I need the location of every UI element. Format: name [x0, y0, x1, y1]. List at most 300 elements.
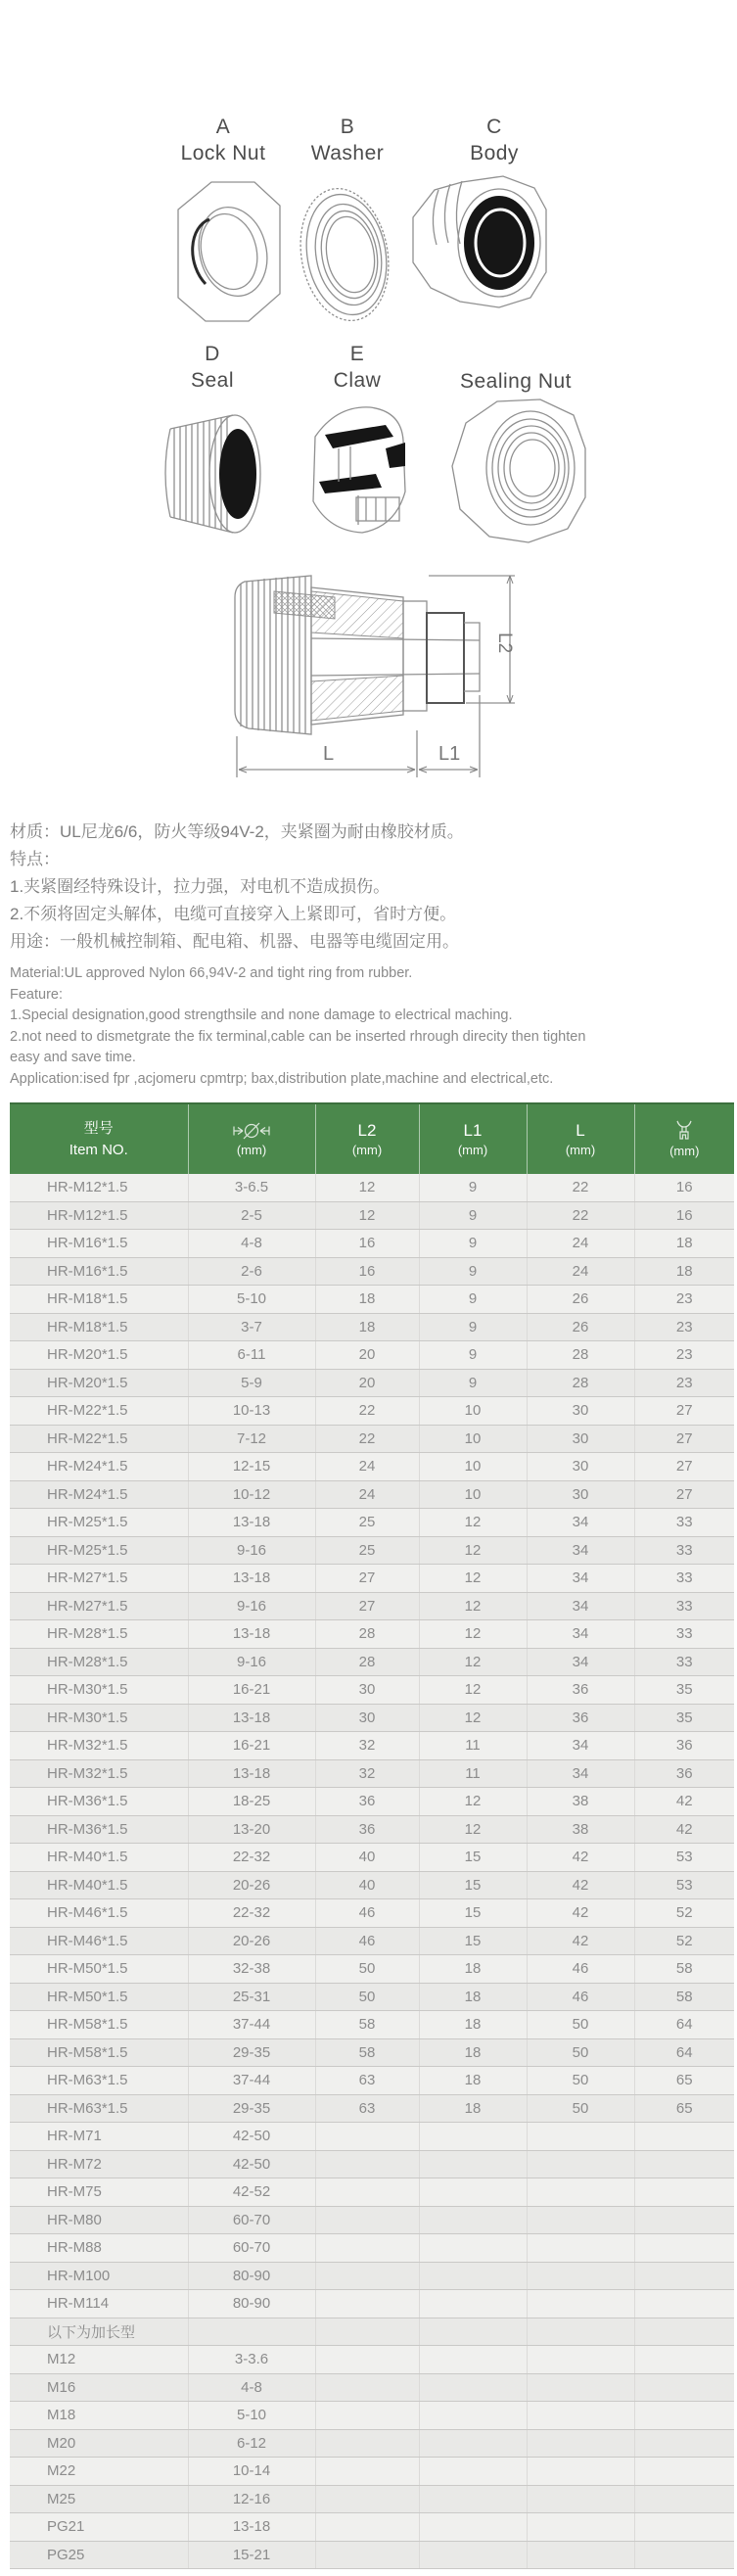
table-cell: 16 [315, 1230, 419, 1258]
table-cell: 25 [315, 1509, 419, 1537]
table-cell: 11 [419, 1732, 527, 1760]
table-cell: HR-M32*1.5 [10, 1759, 188, 1788]
table-cell: HR-M25*1.5 [10, 1509, 188, 1537]
table-cell: 29-35 [188, 2094, 315, 2123]
table-cell: 12-16 [188, 2485, 315, 2513]
table-cell [527, 2373, 634, 2402]
table-cell: 15 [419, 1844, 527, 1872]
table-cell: 18 [634, 1230, 734, 1258]
table-cell: PG21 [10, 2513, 188, 2542]
table-row [10, 1759, 734, 1788]
table-cell: 30 [315, 1676, 419, 1705]
table-cell: 9 [419, 1174, 527, 1201]
table-cell: HR-M22*1.5 [10, 1425, 188, 1453]
table-cell [527, 2541, 634, 2569]
table-cell [419, 2123, 527, 2151]
table-cell: 15 [419, 1899, 527, 1928]
table-row [10, 1676, 734, 1705]
column-header-l2: L2 (mm) [315, 1103, 419, 1174]
table-cell [527, 2150, 634, 2178]
table-cell: 15 [419, 1871, 527, 1899]
table-cell: 30 [527, 1397, 634, 1426]
table-cell: 42-50 [188, 2123, 315, 2151]
table-cell: 18 [419, 2094, 527, 2123]
table-cell [419, 2513, 527, 2542]
table-cell: 60-70 [188, 2206, 315, 2234]
table-row [10, 2346, 734, 2374]
column-header-l: L (mm) [527, 1103, 634, 1174]
table-cell: 13-18 [188, 1759, 315, 1788]
table-cell: HR-M50*1.5 [10, 1955, 188, 1984]
table-cell [315, 2485, 419, 2513]
table-cell: 27 [634, 1397, 734, 1426]
table-cell: 24 [527, 1257, 634, 1286]
table-cell [419, 2346, 527, 2374]
table-cell [419, 2429, 527, 2458]
table-cell: 22-32 [188, 1844, 315, 1872]
part-name: Claw [333, 369, 382, 392]
table-row [10, 2123, 734, 2151]
table-row [10, 1480, 734, 1509]
part-label-e [299, 341, 416, 394]
part-letter: D [205, 343, 220, 365]
table-row [10, 2038, 734, 2067]
table-cell [527, 2318, 634, 2346]
table-cell: 12 [419, 1648, 527, 1676]
clamp-range-icon [189, 1119, 315, 1142]
table-cell: 18 [419, 2011, 527, 2039]
table-cell: 63 [315, 2094, 419, 2123]
table-cell [634, 2513, 734, 2542]
table-cell [419, 2541, 527, 2569]
table-cell: HR-M27*1.5 [10, 1565, 188, 1593]
table-cell [419, 2373, 527, 2402]
table-cell: 18 [419, 1955, 527, 1984]
table-cell: 22 [527, 1174, 634, 1201]
table-cell: HR-M71 [10, 2123, 188, 2151]
table-row [10, 2429, 734, 2458]
table-cell: 10-14 [188, 2458, 315, 2486]
seal-figure [149, 399, 276, 546]
table-row [10, 2290, 734, 2318]
table-cell [634, 2429, 734, 2458]
table-cell [419, 2150, 527, 2178]
table-cell: 23 [634, 1369, 734, 1397]
table-cell [527, 2458, 634, 2486]
table-cell: 26 [527, 1313, 634, 1341]
table-cell: HR-M75 [10, 2178, 188, 2207]
table-cell: 58 [315, 2011, 419, 2039]
table-cell [315, 2234, 419, 2263]
table-cell: 12 [419, 1788, 527, 1816]
table-row [10, 1788, 734, 1816]
table-cell [527, 2234, 634, 2263]
table-row [10, 1815, 734, 1844]
table-cell: M12 [10, 2346, 188, 2374]
table-cell: 52 [634, 1899, 734, 1928]
table-row [10, 1341, 734, 1370]
table-cell: M20 [10, 2429, 188, 2458]
table-cell: 36 [634, 1732, 734, 1760]
table-cell: 12 [419, 1704, 527, 1732]
table-cell: 32 [315, 1732, 419, 1760]
table-cell [315, 2541, 419, 2569]
dimension-label-l: L [323, 743, 335, 765]
table-cell [634, 2150, 734, 2178]
washer-figure [294, 178, 395, 331]
table-cell: 27 [315, 1565, 419, 1593]
table-cell: 34 [527, 1565, 634, 1593]
table-row [10, 2150, 734, 2178]
table-cell: 53 [634, 1871, 734, 1899]
table-cell: 58 [315, 2038, 419, 2067]
table-cell: 46 [315, 1927, 419, 1955]
table-cell [634, 2262, 734, 2290]
table-row [10, 1257, 734, 1286]
table-cell: HR-M63*1.5 [10, 2094, 188, 2123]
table-cell: 24 [527, 1230, 634, 1258]
table-cell: HR-M30*1.5 [10, 1704, 188, 1732]
table-cell: 10 [419, 1425, 527, 1453]
table-cell: HR-M20*1.5 [10, 1369, 188, 1397]
part-letter: A [215, 116, 231, 138]
table-cell: 2-5 [188, 1201, 315, 1230]
feature-2-en: 2.not need to dismetgrate the fix terminal,cable can be inserted rhrough direcity then tighten [10, 1028, 586, 1045]
table-cell: HR-M32*1.5 [10, 1732, 188, 1760]
table-cell: 3-7 [188, 1313, 315, 1341]
table-cell [527, 2513, 634, 2542]
table-cell: 80-90 [188, 2262, 315, 2290]
part-name: Seal [190, 369, 235, 392]
table-cell: HR-M88 [10, 2234, 188, 2263]
table-row [10, 1397, 734, 1426]
assembly-drawing [217, 537, 523, 793]
column-header-item-cn: 型号 [83, 1119, 114, 1137]
table-cell [527, 2178, 634, 2207]
table-cell: 9 [419, 1313, 527, 1341]
table-cell: 42 [527, 1871, 634, 1899]
application-line-cn: 用途：一般机械控制箱、配电箱、机器、电器等电缆固定用。 [10, 932, 459, 951]
sealing-nut-figure [442, 390, 589, 551]
table-cell: 37-44 [188, 2067, 315, 2095]
table-cell: 12-15 [188, 1453, 315, 1481]
part-letter: C [486, 116, 502, 138]
table-cell: 15 [419, 1927, 527, 1955]
table-cell: 64 [634, 2038, 734, 2067]
table-cell: 50 [527, 2011, 634, 2039]
table-cell: HR-M25*1.5 [10, 1536, 188, 1565]
table-cell: HR-M16*1.5 [10, 1230, 188, 1258]
table-cell: 28 [527, 1369, 634, 1397]
table-cell [527, 2123, 634, 2151]
table-row [10, 1732, 734, 1760]
table-cell: 36 [634, 1759, 734, 1788]
table-cell [188, 2318, 315, 2346]
table-cell: 23 [634, 1286, 734, 1314]
table-cell: 34 [527, 1648, 634, 1676]
table-cell: HR-M12*1.5 [10, 1174, 188, 1201]
table-cell: 42 [527, 1844, 634, 1872]
table-cell: 30 [315, 1704, 419, 1732]
table-cell: 32-38 [188, 1955, 315, 1984]
table-cell: 58 [634, 1955, 734, 1984]
table-cell: HR-M18*1.5 [10, 1286, 188, 1314]
table-cell [527, 2402, 634, 2430]
table-cell: 23 [634, 1313, 734, 1341]
column-header-clamp-range [188, 1103, 315, 1174]
table-cell [315, 2123, 419, 2151]
table-cell: 10-12 [188, 1480, 315, 1509]
table-cell [315, 2206, 419, 2234]
table-cell: 33 [634, 1565, 734, 1593]
table-cell: 22 [527, 1201, 634, 1230]
column-header-item [10, 1103, 188, 1174]
table-cell: 13-20 [188, 1815, 315, 1844]
dimension-label-l2: L2 [494, 632, 515, 654]
table-cell: HR-M50*1.5 [10, 1983, 188, 2011]
material-line-cn: 材质：UL尼龙6/6，防火等级94V-2，夹紧圈为耐由橡胶材质。 [10, 822, 464, 841]
table-row [10, 1230, 734, 1258]
table-cell: HR-M36*1.5 [10, 1788, 188, 1816]
table-cell: 64 [634, 2011, 734, 2039]
table-row [10, 2318, 734, 2346]
wrench-icon [635, 1119, 735, 1143]
spec-table-body [10, 1174, 734, 2569]
feature-2b-en: easy and save time. [10, 1050, 136, 1065]
table-cell: 22 [315, 1397, 419, 1426]
table-cell: 60-70 [188, 2234, 315, 2263]
application-line-en: Application:ised fpr ,acjomeru cpmtrp; bax,distribution plate,machine and electrical,etc. [10, 1070, 554, 1087]
table-cell [419, 2458, 527, 2486]
table-cell: 27 [634, 1453, 734, 1481]
table-cell: 42 [634, 1815, 734, 1844]
table-cell: HR-M46*1.5 [10, 1899, 188, 1928]
table-cell: 18 [419, 2038, 527, 2067]
description-en [10, 963, 585, 1090]
table-cell: 36 [315, 1788, 419, 1816]
table-cell: HR-M22*1.5 [10, 1397, 188, 1426]
table-cell: 4-8 [188, 1230, 315, 1258]
table-cell: 24 [315, 1453, 419, 1481]
table-row [10, 1983, 734, 2011]
table-cell [315, 2513, 419, 2542]
feature-title-cn: 特点： [10, 850, 60, 868]
table-cell: 33 [634, 1620, 734, 1649]
table-cell: 9-16 [188, 1592, 315, 1620]
table-cell [527, 2206, 634, 2234]
table-cell: 12 [419, 1815, 527, 1844]
column-header-item-en: Item NO. [69, 1141, 128, 1158]
table-cell [315, 2290, 419, 2318]
table-cell [315, 2402, 419, 2430]
table-cell: 16 [315, 1257, 419, 1286]
table-cell: 5-10 [188, 2402, 315, 2430]
table-cell: 33 [634, 1536, 734, 1565]
table-cell [315, 2262, 419, 2290]
table-cell [634, 2318, 734, 2346]
table-cell: M25 [10, 2485, 188, 2513]
table-row [10, 1955, 734, 1984]
table-cell [315, 2318, 419, 2346]
table-cell: 27 [634, 1425, 734, 1453]
feature-title-en: Feature: [10, 986, 63, 1003]
table-cell: 46 [527, 1955, 634, 1984]
table-cell [634, 2290, 734, 2318]
table-row [10, 1844, 734, 1872]
table-cell: 12 [419, 1565, 527, 1593]
table-cell: HR-M46*1.5 [10, 1927, 188, 1955]
table-cell: 28 [315, 1620, 419, 1649]
table-cell: 3-6.5 [188, 1174, 315, 1201]
lock-nut-figure [164, 174, 292, 329]
table-cell: 50 [527, 2038, 634, 2067]
table-cell [419, 2234, 527, 2263]
table-cell: 6-11 [188, 1341, 315, 1370]
table-cell [634, 2346, 734, 2374]
table-cell: HR-M20*1.5 [10, 1341, 188, 1370]
table-row [10, 1313, 734, 1341]
table-cell: 23 [634, 1341, 734, 1370]
table-cell: 18 [315, 1286, 419, 1314]
table-row [10, 2234, 734, 2263]
table-cell: HR-M63*1.5 [10, 2067, 188, 2095]
table-cell: HR-M24*1.5 [10, 1480, 188, 1509]
table-cell [315, 2458, 419, 2486]
table-cell: HR-M30*1.5 [10, 1676, 188, 1705]
table-row [10, 2458, 734, 2486]
table-cell: 52 [634, 1927, 734, 1955]
table-cell: 16-21 [188, 1732, 315, 1760]
table-row [10, 1201, 734, 1230]
table-cell [315, 2429, 419, 2458]
table-cell [527, 2346, 634, 2374]
column-header-clamp-unit: (mm) [236, 1142, 267, 1157]
table-cell [634, 2541, 734, 2569]
table-cell: 50 [315, 1955, 419, 1984]
table-row [10, 1565, 734, 1593]
table-cell: 9-16 [188, 1648, 315, 1676]
table-row [10, 1509, 734, 1537]
table-cell: 34 [527, 1536, 634, 1565]
part-label-a [164, 114, 282, 166]
table-cell: 32 [315, 1759, 419, 1788]
table-row [10, 1592, 734, 1620]
table-cell: 53 [634, 1844, 734, 1872]
table-cell: 10 [419, 1397, 527, 1426]
table-cell: HR-M80 [10, 2206, 188, 2234]
table-cell: 28 [527, 1341, 634, 1370]
table-row [10, 1425, 734, 1453]
material-line-en: Material:UL approved Nylon 66,94V-2 and tight ring from rubber. [10, 965, 413, 981]
table-cell: 20-26 [188, 1871, 315, 1899]
table-cell: HR-M100 [10, 2262, 188, 2290]
table-cell: 12 [419, 1536, 527, 1565]
table-cell [315, 2346, 419, 2374]
table-cell: 35 [634, 1704, 734, 1732]
table-cell: 13-18 [188, 2513, 315, 2542]
feature-1-en: 1.Special designation,good strengthsile and none damage to electrical maching. [10, 1007, 513, 1023]
table-cell: 25 [315, 1536, 419, 1565]
table-cell: 28 [315, 1648, 419, 1676]
table-cell: 12 [315, 1201, 419, 1230]
table-cell: HR-M40*1.5 [10, 1871, 188, 1899]
table-cell: 58 [634, 1983, 734, 2011]
table-cell [419, 2318, 527, 2346]
table-cell: HR-M58*1.5 [10, 2011, 188, 2039]
table-cell [634, 2206, 734, 2234]
table-cell: 13-18 [188, 1565, 315, 1593]
table-cell: 13-18 [188, 1509, 315, 1537]
table-cell: 20-26 [188, 1927, 315, 1955]
table-row [10, 1620, 734, 1649]
part-label-b [289, 114, 406, 166]
table-cell: 30 [527, 1425, 634, 1453]
table-cell [419, 2290, 527, 2318]
table-cell [634, 2178, 734, 2207]
table-cell: 2-6 [188, 1257, 315, 1286]
table-cell: 25-31 [188, 1983, 315, 2011]
table-cell: 6-12 [188, 2429, 315, 2458]
table-cell: HR-M28*1.5 [10, 1648, 188, 1676]
table-row [10, 1286, 734, 1314]
table-cell: 50 [315, 1983, 419, 2011]
part-name: Body [470, 142, 519, 164]
table-cell: 15-21 [188, 2541, 315, 2569]
table-cell [634, 2373, 734, 2402]
part-name: Washer [310, 142, 385, 164]
table-cell: 16 [634, 1174, 734, 1201]
table-cell: PG25 [10, 2541, 188, 2569]
table-cell: 9 [419, 1257, 527, 1286]
table-cell: M18 [10, 2402, 188, 2430]
table-cell [527, 2485, 634, 2513]
table-cell: HR-M28*1.5 [10, 1620, 188, 1649]
table-cell: 18 [315, 1313, 419, 1341]
table-row [10, 1899, 734, 1928]
table-cell: 22-32 [188, 1899, 315, 1928]
table-cell: 34 [527, 1592, 634, 1620]
feature-1-cn: 1.夹紧圈经特殊设计，拉力强，对电机不造成损伤。 [10, 877, 391, 896]
table-cell [419, 2262, 527, 2290]
table-cell: 29-35 [188, 2038, 315, 2067]
table-row [10, 1871, 734, 1899]
table-cell: 18 [419, 1983, 527, 2011]
table-cell: HR-M16*1.5 [10, 1257, 188, 1286]
table-row [10, 1704, 734, 1732]
table-cell: 30 [527, 1480, 634, 1509]
table-row [10, 1369, 734, 1397]
table-cell: 12 [419, 1592, 527, 1620]
table-row [10, 1174, 734, 1201]
table-cell: 30 [527, 1453, 634, 1481]
table-row [10, 2402, 734, 2430]
table-cell: 16 [634, 1201, 734, 1230]
dimension-label-l1: L1 [438, 743, 461, 765]
table-row [10, 2206, 734, 2234]
table-cell: 36 [527, 1676, 634, 1705]
table-row [10, 2178, 734, 2207]
table-cell [634, 2234, 734, 2263]
table-cell: 4-8 [188, 2373, 315, 2402]
table-cell: 18 [419, 2067, 527, 2095]
table-cell [315, 2373, 419, 2402]
table-cell: 9 [419, 1201, 527, 1230]
part-letter: E [349, 343, 365, 365]
table-cell [634, 2485, 734, 2513]
table-cell [527, 2262, 634, 2290]
claw-figure [299, 398, 417, 542]
table-cell: 36 [315, 1815, 419, 1844]
